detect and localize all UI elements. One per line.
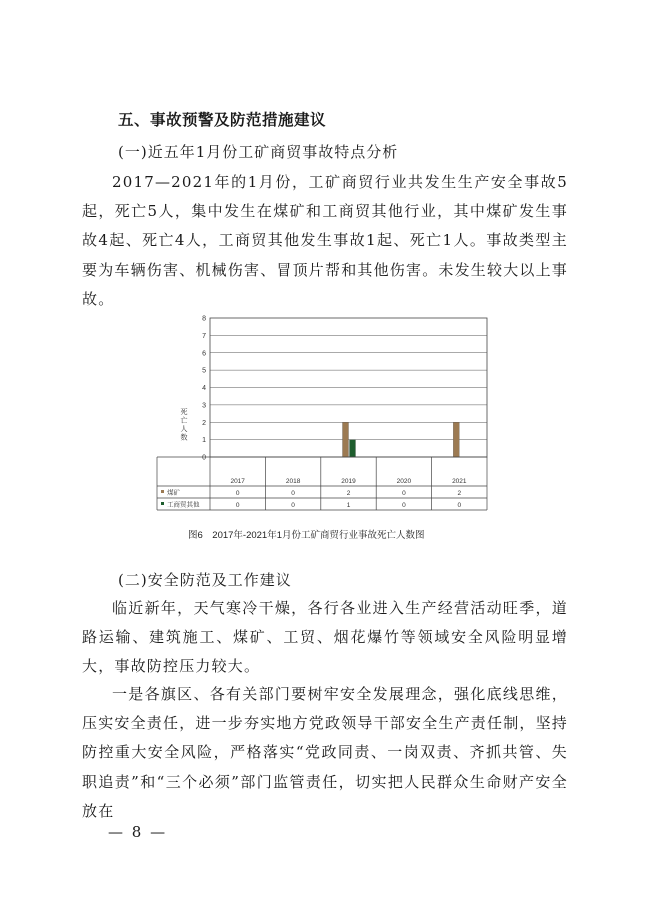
data-label: 0 [235, 490, 240, 497]
data-label: 0 [235, 502, 240, 509]
legend-swatch-煤矿 [161, 490, 164, 493]
y-tick-label: 7 [202, 332, 206, 340]
page-number: — 8 — [108, 823, 168, 841]
chart-caption: 图6 2017年-2021年1月份工矿商贸行业事故死亡人数图 [188, 530, 425, 541]
data-label: 0 [457, 502, 462, 509]
paragraph-3 [82, 680, 568, 826]
data-label: 0 [402, 502, 406, 509]
y-axis-label-char: 数 [180, 434, 188, 442]
data-label: 2 [457, 490, 462, 497]
y-tick-label: 6 [202, 350, 206, 358]
subsection-heading-2: (二)安全防范及工作建议 [118, 571, 292, 589]
data-label: 0 [291, 502, 295, 509]
x-tick-label: 2017 [230, 478, 245, 485]
y-tick-label: 0 [202, 454, 206, 462]
paragraph-1-text: 2017—2021年的1月份，工矿商贸行业共发生生产安全事故5起，死亡5人，集中发生在煤矿和工商贸其他行业，其中煤矿发生事故4起、死亡4人，工商贸其他发生事故1起、死亡1人。事故类型主要为车辆伤害、机械伤害、冒顶片帮和其他伤害。未发生较大以上事故。 [82, 173, 569, 308]
paragraph-3-text: 一是各旗区、各有关部门要树牢安全发展理念，强化底线思维，压实安全责任，进一步夯实地方党政领导干部安全生产责任制，坚持防控重大安全风险，严格落实“党政同责、一岗双责、齐抓共管、失职追责”和“三个必须”部门监管责任，切实把人民群众生命财产安全放在 [82, 685, 569, 820]
x-tick-label: 2019 [341, 478, 356, 485]
paragraph-2 [82, 594, 568, 682]
data-label: 1 [346, 502, 351, 509]
y-axis-label-char: 亡 [180, 417, 188, 425]
data-label: 0 [291, 490, 295, 497]
bar-工商贸其他-2019 [350, 440, 356, 457]
y-axis-label-char: 人 [180, 426, 188, 433]
subsection-heading-1: (一)近五年1月份工矿商贸事故特点分析 [118, 143, 399, 161]
y-axis-label-char: 死 [180, 409, 188, 416]
paragraph-2-text: 临近新年，天气寒冷干燥，各行各业进入生产经营活动旺季，道路运输、建筑施工、煤矿、工贸、烟花爆竹等领域安全风险明显增大，事故防控压力较大。 [82, 599, 568, 676]
y-tick-label: 4 [202, 385, 206, 392]
y-tick-label: 3 [202, 402, 206, 410]
x-tick-label: 2020 [396, 478, 412, 485]
data-label: 0 [402, 490, 406, 497]
bar-煤矿-2021 [453, 422, 459, 457]
y-tick-label: 5 [202, 367, 206, 375]
y-tick-label: 1 [202, 437, 206, 445]
bar-煤矿-2019 [343, 422, 349, 457]
data-label: 2 [346, 490, 351, 497]
legend-label-煤矿: 煤矿 [167, 489, 180, 497]
legend-swatch-工商贸其他 [161, 502, 164, 505]
section-heading: 五、事故预警及防范措施建议 [118, 111, 327, 129]
legend-label-工商贸其他: 工商贸其他 [167, 501, 200, 509]
y-tick-label: 2 [202, 419, 206, 427]
y-tick-label: 8 [202, 315, 206, 323]
x-tick-label: 2021 [452, 478, 467, 485]
x-tick-label: 2018 [285, 478, 301, 485]
